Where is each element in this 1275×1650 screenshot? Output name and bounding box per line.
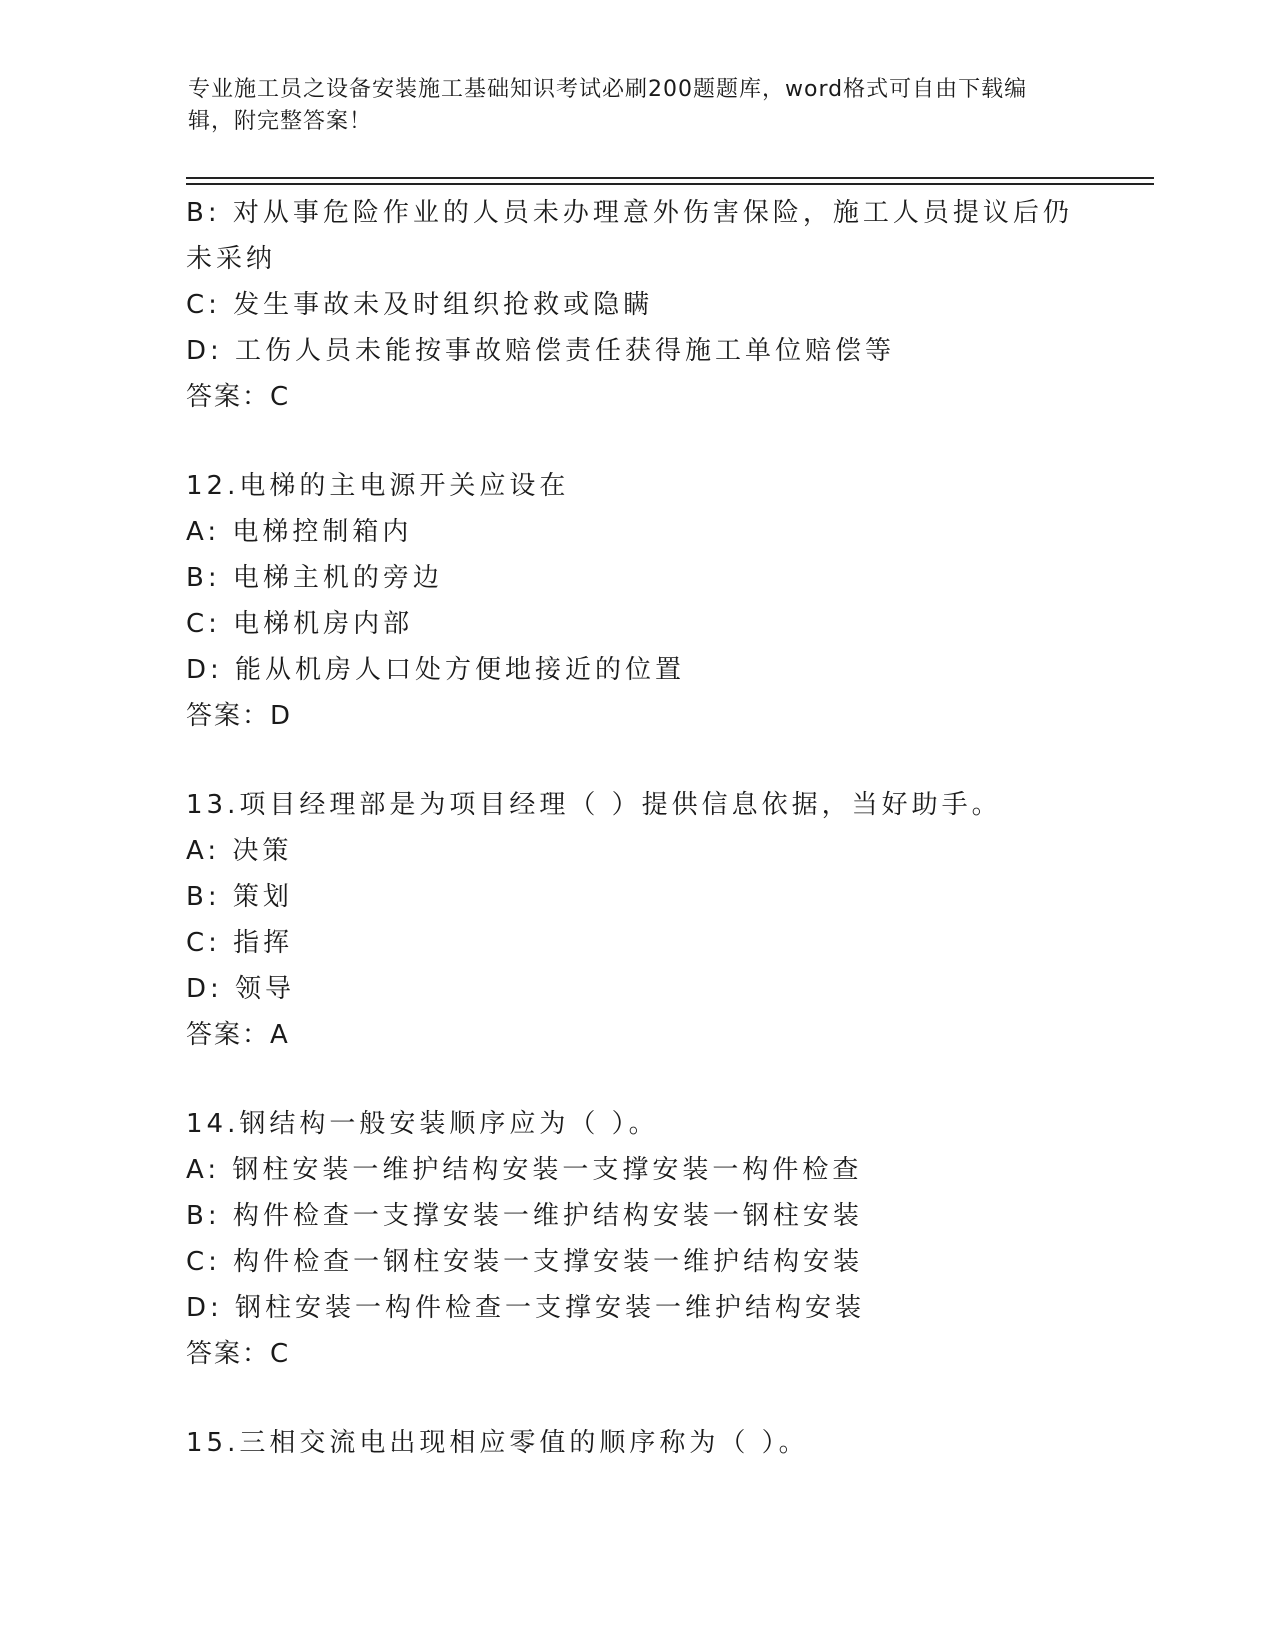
question-13 xyxy=(186,782,1086,1058)
option-d: D: 钢柱安装一构件检查一支撑安装一维护结构安装 xyxy=(186,1293,866,1323)
header-rule-top xyxy=(186,177,1154,179)
answer: 答案：D xyxy=(186,701,293,731)
option-d: D: 领导 xyxy=(186,974,296,1004)
spacer xyxy=(186,1377,1086,1420)
option-a: A: 电梯控制箱内 xyxy=(186,517,413,547)
option-b: B: 策划 xyxy=(186,882,293,912)
question-stem: 14.钢结构一般安装顺序应为（ ）。 xyxy=(186,1109,659,1139)
option-d: D: 工伤人员未能按事故赔偿责任获得施工单位赔偿等 xyxy=(186,336,896,366)
option-d: D: 能从机房人口处方便地接近的位置 xyxy=(186,655,686,685)
answer: 答案：C xyxy=(186,382,291,412)
spacer xyxy=(186,1058,1086,1101)
document-header xyxy=(188,74,1068,138)
option-c: C: 电梯机房内部 xyxy=(186,609,414,639)
answer: 答案：A xyxy=(186,1020,290,1050)
question-11-tail xyxy=(186,190,1086,420)
option-b: B: 对从事危险作业的人员未办理意外伤害保险，施工人员提议后仍未采纳 xyxy=(186,198,1073,274)
option-b: B: 电梯主机的旁边 xyxy=(186,563,443,593)
spacer xyxy=(186,420,1086,463)
spacer xyxy=(186,739,1086,782)
option-c: C: 发生事故未及时组织抢救或隐瞒 xyxy=(186,290,654,320)
option-c: C: 构件检查一钢柱安装一支撑安装一维护结构安装 xyxy=(186,1247,864,1277)
question-stem: 12.电梯的主电源开关应设在 xyxy=(186,471,570,501)
question-14 xyxy=(186,1101,1086,1377)
option-a: A: 钢柱安装一维护结构安装一支撑安装一构件检查 xyxy=(186,1155,863,1185)
answer: 答案：C xyxy=(186,1339,291,1369)
question-12 xyxy=(186,463,1086,739)
question-15 xyxy=(186,1420,1086,1466)
header-rule-bottom xyxy=(186,183,1154,185)
option-c: C: 指挥 xyxy=(186,928,294,958)
question-list xyxy=(186,190,1086,1466)
document-title: 专业施工员之设备安装施工基础知识考试必刷200题题库，word格式可自由下载编辑，附完整答案！ xyxy=(188,77,1028,134)
option-b: B: 构件检查一支撑安装一维护结构安装一钢柱安装 xyxy=(186,1201,863,1231)
question-stem: 15.三相交流电出现相应零值的顺序称为（ ）。 xyxy=(186,1428,809,1458)
option-a: A: 决策 xyxy=(186,836,293,866)
question-stem: 13.项目经理部是为项目经理（ ）提供信息依据，当好助手。 xyxy=(186,790,1002,820)
